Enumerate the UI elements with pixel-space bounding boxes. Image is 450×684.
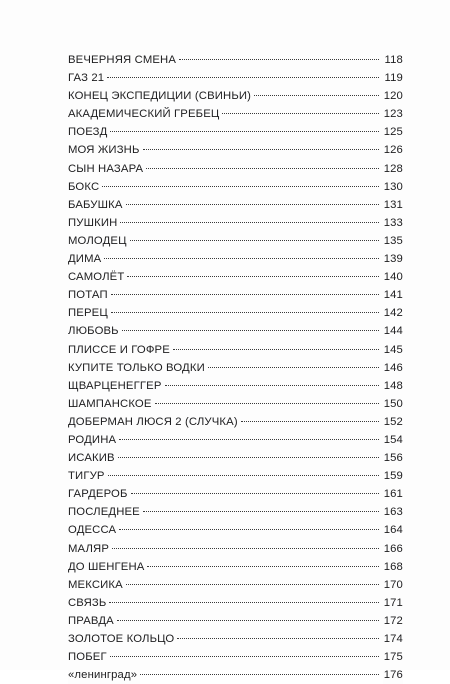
toc-entry (68, 214, 403, 232)
toc-entry (68, 377, 403, 395)
toc-entry-page-number: 170 (383, 576, 403, 594)
toc-dot-leader (104, 258, 379, 259)
toc-dot-leader (110, 656, 379, 657)
toc-entry-title: ЛЮБОВЬ (68, 322, 122, 340)
toc-entry-title: ПОСЛЕДНЕЕ (68, 503, 143, 521)
toc-entry-title: «ленинград» (68, 666, 140, 684)
toc-entry (68, 250, 403, 268)
toc-entry-page-number: 172 (383, 612, 403, 630)
toc-entry-title: БОКС (68, 178, 102, 196)
toc-entry-page-number: 161 (383, 485, 403, 503)
toc-dot-leader (126, 584, 379, 585)
toc-entry (68, 359, 403, 377)
toc-entry-title: РОДИНА (68, 431, 119, 449)
toc-dot-leader (222, 113, 379, 114)
toc-entry-title: СВЯЗЬ (68, 594, 109, 612)
toc-entry-page-number: 126 (383, 141, 403, 159)
toc-entry-page-number: 154 (383, 431, 403, 449)
toc-entry (68, 51, 403, 69)
toc-entry (68, 521, 403, 539)
toc-entry (68, 341, 403, 359)
toc-entry-title: ШАМПАНСКОЕ (68, 395, 155, 413)
toc-dot-leader (108, 475, 379, 476)
toc-dot-leader (112, 548, 379, 549)
toc-entry (68, 268, 403, 286)
toc-entry-page-number: 140 (383, 268, 403, 286)
toc-dot-leader (177, 638, 379, 639)
toc-entry (68, 87, 403, 105)
toc-entry-page-number: 152 (383, 413, 403, 431)
toc-entry (68, 196, 403, 214)
toc-dot-leader (140, 674, 379, 675)
toc-entry-page-number: 130 (383, 178, 403, 196)
toc-dot-leader (122, 330, 379, 331)
toc-dot-leader (126, 204, 379, 205)
toc-entry-page-number: 144 (383, 322, 403, 340)
toc-entry-title: МЕКСИКА (68, 576, 126, 594)
toc-dot-leader (146, 168, 379, 169)
toc-entry (68, 467, 403, 485)
toc-entry (68, 576, 403, 594)
toc-entry-title: МАЛЯР (68, 540, 112, 558)
toc-entry-page-number: 150 (383, 395, 403, 413)
toc-dot-leader (111, 294, 379, 295)
toc-entry-title: ОДЕССА (68, 521, 119, 539)
toc-entry-page-number: 139 (383, 250, 403, 268)
toc-dot-leader (110, 131, 379, 132)
toc-entry-page-number: 174 (383, 630, 403, 648)
toc-entry (68, 485, 403, 503)
toc-entry (68, 594, 403, 612)
toc-entry-title: ПОТАП (68, 286, 111, 304)
toc-dot-leader (127, 276, 379, 277)
toc-dot-leader (155, 403, 379, 404)
toc-dot-leader (173, 349, 379, 350)
toc-entry-page-number: 141 (383, 286, 403, 304)
toc-dot-leader (165, 385, 379, 386)
toc-entry-title: ПОЕЗД (68, 123, 110, 141)
toc-entry (68, 304, 403, 322)
toc-entry (68, 178, 403, 196)
toc-entry-title: ГАРДЕРОБ (68, 485, 131, 503)
toc-entry (68, 232, 403, 250)
toc-entry-title: БАБУШКА (68, 196, 126, 214)
toc-entry-title: КУПИТЕ ТОЛЬКО ВОДКИ (68, 359, 208, 377)
toc-entry-title: КОНЕЦ ЭКСПЕДИЦИИ (СВИНЬИ) (68, 87, 254, 105)
toc-entry (68, 612, 403, 630)
toc-entry-title: ЩВАРЦЕНЕГГЕР (68, 377, 165, 395)
toc-entry-page-number: 159 (383, 467, 403, 485)
toc-entry (68, 431, 403, 449)
toc-entry (68, 413, 403, 431)
toc-entry (68, 630, 403, 648)
toc-entry-title: ДИМА (68, 250, 104, 268)
toc-entry-page-number: 131 (383, 196, 403, 214)
toc-entry (68, 322, 403, 340)
toc-entry-page-number: 125 (383, 123, 403, 141)
toc-dot-leader (102, 186, 379, 187)
toc-entry-page-number: 120 (383, 87, 403, 105)
toc-dot-leader (109, 602, 379, 603)
toc-dot-leader (241, 421, 379, 422)
toc-dot-leader (117, 620, 379, 621)
toc-dot-leader (120, 222, 379, 223)
toc-entry-title: ПУШКИН (68, 214, 120, 232)
toc-dot-leader (118, 457, 379, 458)
toc-entry-title: ВЕЧЕРНЯЯ СМЕНА (68, 51, 179, 69)
toc-dot-leader (119, 529, 379, 530)
toc-entry (68, 558, 403, 576)
toc-entry (68, 666, 403, 684)
toc-dot-leader (179, 59, 379, 60)
toc-entry (68, 449, 403, 467)
toc-entry-page-number: 156 (383, 449, 403, 467)
toc-entry-title: ИСАКИВ (68, 449, 118, 467)
toc-entry-title: ДО ШЕНГЕНА (68, 558, 147, 576)
toc-entry (68, 160, 403, 178)
toc-entry-title: ПРАВДА (68, 612, 117, 630)
toc-entry-page-number: 175 (383, 648, 403, 666)
toc-entry (68, 286, 403, 304)
toc-entry (68, 123, 403, 141)
toc-entry-page-number: 123 (383, 105, 403, 123)
toc-entry-page-number: 145 (383, 341, 403, 359)
toc-entry-title: СЫН НАЗАРА (68, 160, 146, 178)
toc-entry-title: ПОБЕГ (68, 648, 110, 666)
toc-entry-page-number: 128 (383, 160, 403, 178)
toc-entry-page-number: 135 (383, 232, 403, 250)
toc-entry-page-number: 146 (383, 359, 403, 377)
toc-entry-title: МОЯ ЖИЗНЬ (68, 141, 143, 159)
toc-dot-leader (111, 312, 379, 313)
toc-entry-page-number: 163 (383, 503, 403, 521)
toc-entry (68, 69, 403, 87)
table-of-contents (68, 51, 403, 684)
toc-entry-title: САМОЛЁТ (68, 268, 127, 286)
toc-entry-page-number: 166 (383, 540, 403, 558)
toc-dot-leader (131, 493, 379, 494)
toc-entry-page-number: 168 (383, 558, 403, 576)
toc-dot-leader (119, 439, 379, 440)
toc-entry-title: АКАДЕМИЧЕСКИЙ ГРЕБЕЦ (68, 105, 222, 123)
toc-entry-page-number: 119 (383, 69, 403, 87)
toc-entry-title: ТИГУР (68, 467, 108, 485)
toc-dot-leader (130, 240, 379, 241)
toc-dot-leader (143, 511, 379, 512)
toc-entry-title: МОЛОДЕЦ (68, 232, 130, 250)
toc-dot-leader (147, 566, 379, 567)
toc-dot-leader (254, 95, 379, 96)
toc-entry-page-number: 118 (383, 51, 403, 69)
toc-entry-page-number: 171 (383, 594, 403, 612)
toc-entry (68, 503, 403, 521)
toc-entry-title: ПЛИССЕ И ГОФРЕ (68, 341, 173, 359)
toc-entry-title: ЗОЛОТОЕ КОЛЬЦО (68, 630, 177, 648)
toc-entry (68, 105, 403, 123)
toc-dot-leader (143, 149, 379, 150)
toc-entry-page-number: 148 (383, 377, 403, 395)
toc-entry-page-number: 164 (383, 521, 403, 539)
toc-entry-title: ПЕРЕЦ (68, 304, 111, 322)
toc-entry (68, 648, 403, 666)
toc-entry-page-number: 133 (383, 214, 403, 232)
toc-dot-leader (107, 77, 379, 78)
toc-entry-title: ДОБЕРМАН ЛЮСЯ 2 (СЛУЧКА) (68, 413, 241, 431)
toc-entry (68, 141, 403, 159)
toc-entry-title: ГАЗ 21 (68, 69, 107, 87)
toc-entry (68, 395, 403, 413)
toc-dot-leader (208, 367, 379, 368)
toc-entry (68, 540, 403, 558)
toc-entry-page-number: 176 (383, 666, 403, 684)
toc-entry-page-number: 142 (383, 304, 403, 322)
